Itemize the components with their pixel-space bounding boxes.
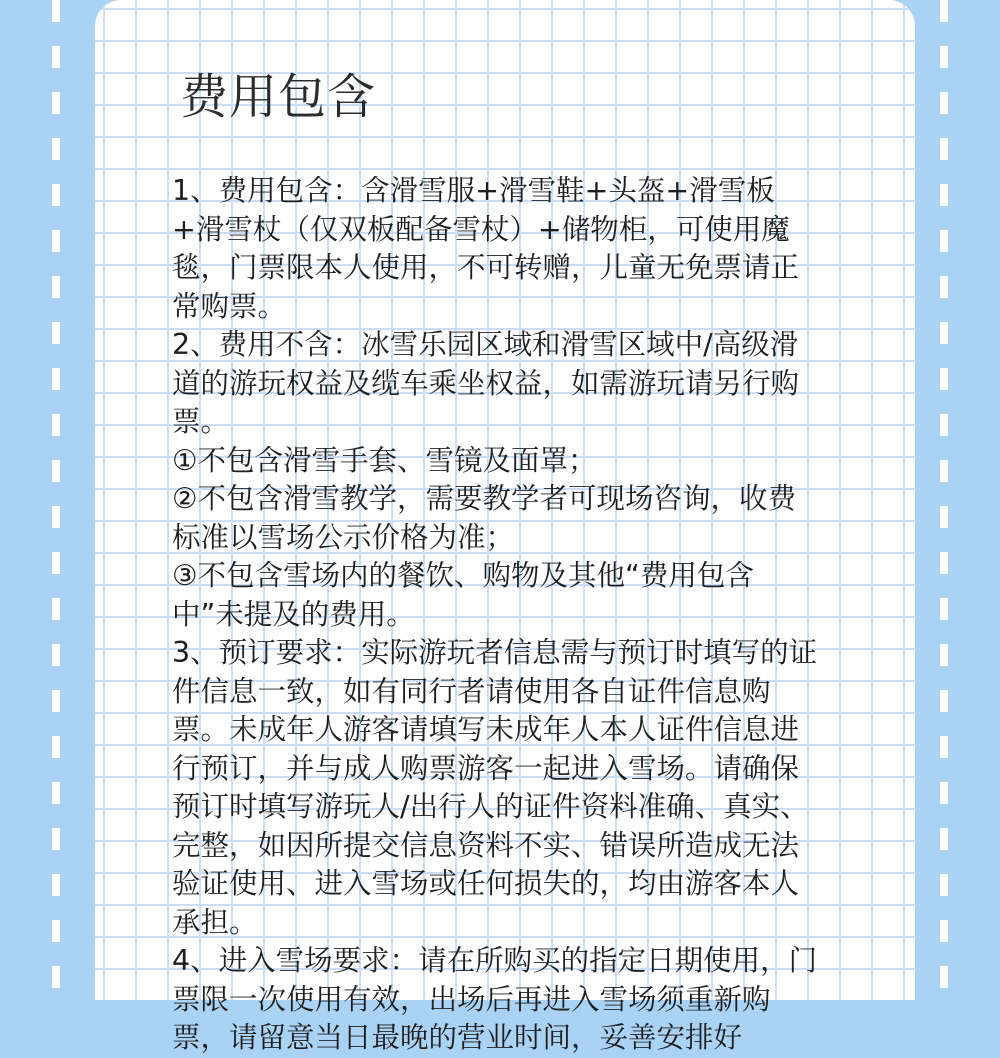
paragraph-fee-included: 1、费用包含：含滑雪服+滑雪鞋+头盔+滑雪板+滑雪杖（仅双板配备雪杖）+储物柜，可使用魔毯，门票限本人使用，不可转赠，儿童无免票请正常购票。 (172, 174, 800, 323)
paragraph-exclusion-other: ③不包含雪场内的餐饮、购物及其他“费用包含中”未提及的费用。 (172, 559, 754, 631)
paragraph-fee-excluded: 2、费用不含：冰雪乐园区域和滑雪区域中/高级滑道的游玩权益及缆车乘坐权益，如需游玩请另行购票。 (172, 328, 800, 438)
notice-content (172, 172, 822, 1058)
paragraph-exclusion-gear: ①不包含滑雪手套、雪镜及面罩； (172, 443, 597, 477)
page-title: 费用包含 (180, 69, 377, 125)
paragraph-entry-requirements: 4、进入雪场要求：请在所购买的指定日期使用，门票限一次使用有效，出场后再进入雪场须重新购票，请留意当日最晚的营业时间，妥善安排好 (172, 944, 818, 1054)
paragraph-exclusion-lessons: ②不包含滑雪教学，需要教学者可现场咨询，收费标准以雪场公示价格为准； (172, 482, 797, 554)
right-dashed-border (940, 0, 948, 1000)
left-dashed-border (52, 0, 60, 1000)
paragraph-booking-requirements: 3、预订要求：实际游玩者信息需与预订时填写的证件信息一致，如有同行者请使用各自证件信息购票。未成年人游客请填写未成年人本人证件信息进行预订，并与成人购票游客一起进入雪场。请确保预订时填写游玩人/出行人的证件资料准确、真实、完整，如因所提交信息资料不实、错误所造成无法验证使用、进入雪场或任何损失的，均由游客本人承担。 (172, 636, 818, 939)
